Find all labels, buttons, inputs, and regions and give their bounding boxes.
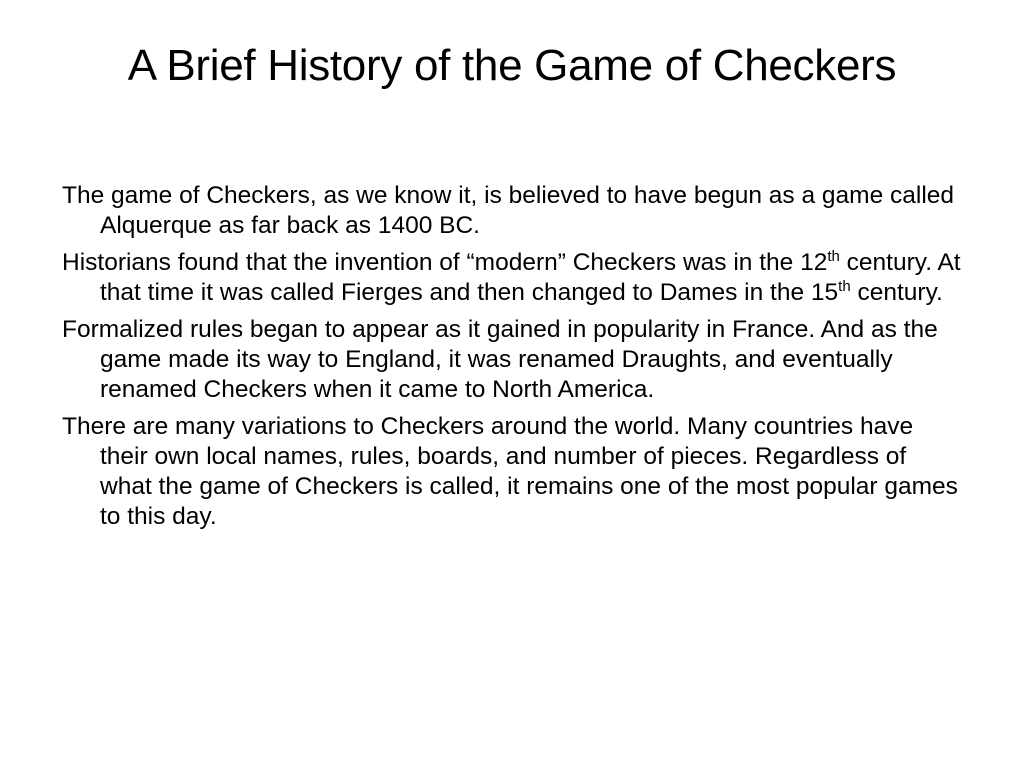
paragraph-text: century.: [850, 279, 943, 306]
slide-title: A Brief History of the Game of Checkers: [127, 41, 897, 90]
paragraph-text: The game of Checkers, as we know it, is believed to have begun as a game called Alquerque as far back as 1400 BC.: [62, 182, 955, 239]
paragraph-text: Historians found that the invention of “modern” Checkers was in the 12: [62, 249, 828, 276]
ordinal-suffix: th: [838, 278, 851, 295]
slide-body: [62, 181, 962, 539]
paragraph-formalized-rules: [62, 315, 962, 405]
paragraph-text: There are many variations to Checkers around the world. Many countries have their own local names, rules, boards, and number of pieces. Regardless of what the game of Checkers is called, it remains one of the most popular games to this day.: [62, 413, 958, 530]
ordinal-suffix: th: [827, 248, 840, 265]
paragraph-text: Formalized rules began to appear as it gained in popularity in France. And as the game made its way to England, it was renamed Draughts, and eventually renamed Checkers when it came to North America.: [62, 316, 938, 403]
paragraph-variations: [62, 412, 962, 532]
paragraph-alquerque-origin: [62, 181, 962, 241]
paragraph-text: century. At that time it was called Fierges and then changed to Dames in the 15: [100, 249, 961, 306]
paragraph-modern-invention: [62, 248, 962, 308]
